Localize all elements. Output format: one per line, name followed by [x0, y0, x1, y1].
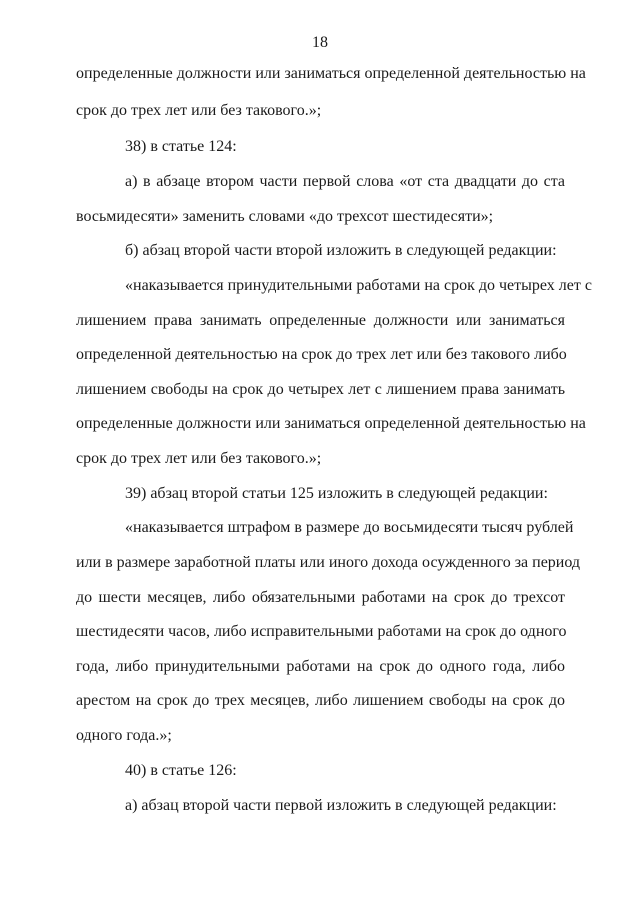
text-line: восьмидесяти» заменить словами «до трехсот шестидесяти»;	[76, 208, 494, 225]
text-line: шестидесяти часов, либо исправительными работами на срок до одного	[76, 623, 567, 640]
text-line: а) абзац второй части первой изложить в следующей редакции:	[125, 797, 557, 814]
text-line: до шести месяцев, либо обязательными работами на срок до трехсот	[76, 589, 565, 606]
text-line: определенной деятельностью на срок до трех лет или без такового либо	[76, 346, 567, 363]
text-line: 40) в статье 126:	[125, 762, 237, 779]
text-line: «наказывается принудительными работами на срок до четырех лет с	[125, 277, 592, 294]
text-line: «наказывается штрафом в размере до восьмидесяти тысяч рублей	[125, 519, 574, 536]
text-line: лишением свободы на срок до четырех лет с лишением права занимать	[76, 381, 565, 398]
text-line: арестом на срок до трех месяцев, либо лишением свободы на срок до	[76, 692, 565, 709]
text-line: лишением права занимать определенные должности или заниматься	[76, 312, 565, 329]
text-line: одного года.»;	[76, 727, 172, 744]
page-number: 18	[312, 34, 328, 51]
text-line: или в размере заработной платы или иного дохода осужденного за период	[76, 554, 581, 571]
text-line: определенные должности или заниматься определенной деятельностью на	[76, 65, 586, 82]
text-line: 38) в статье 124:	[125, 138, 237, 155]
text-line: года, либо принудительными работами на срок до одного года, либо	[76, 658, 565, 675]
text-line: срок до трех лет или без такового.»;	[76, 102, 322, 119]
text-line: б) абзац второй части второй изложить в следующей редакции:	[125, 242, 557, 259]
text-line: 39) абзац второй статьи 125 изложить в следующей редакции:	[125, 485, 548, 502]
text-line: определенные должности или заниматься определенной деятельностью на	[76, 415, 586, 432]
text-line: а) в абзаце втором части первой слова «от ста двадцати до ста	[125, 173, 565, 190]
text-line: срок до трех лет или без такового.»;	[76, 450, 322, 467]
